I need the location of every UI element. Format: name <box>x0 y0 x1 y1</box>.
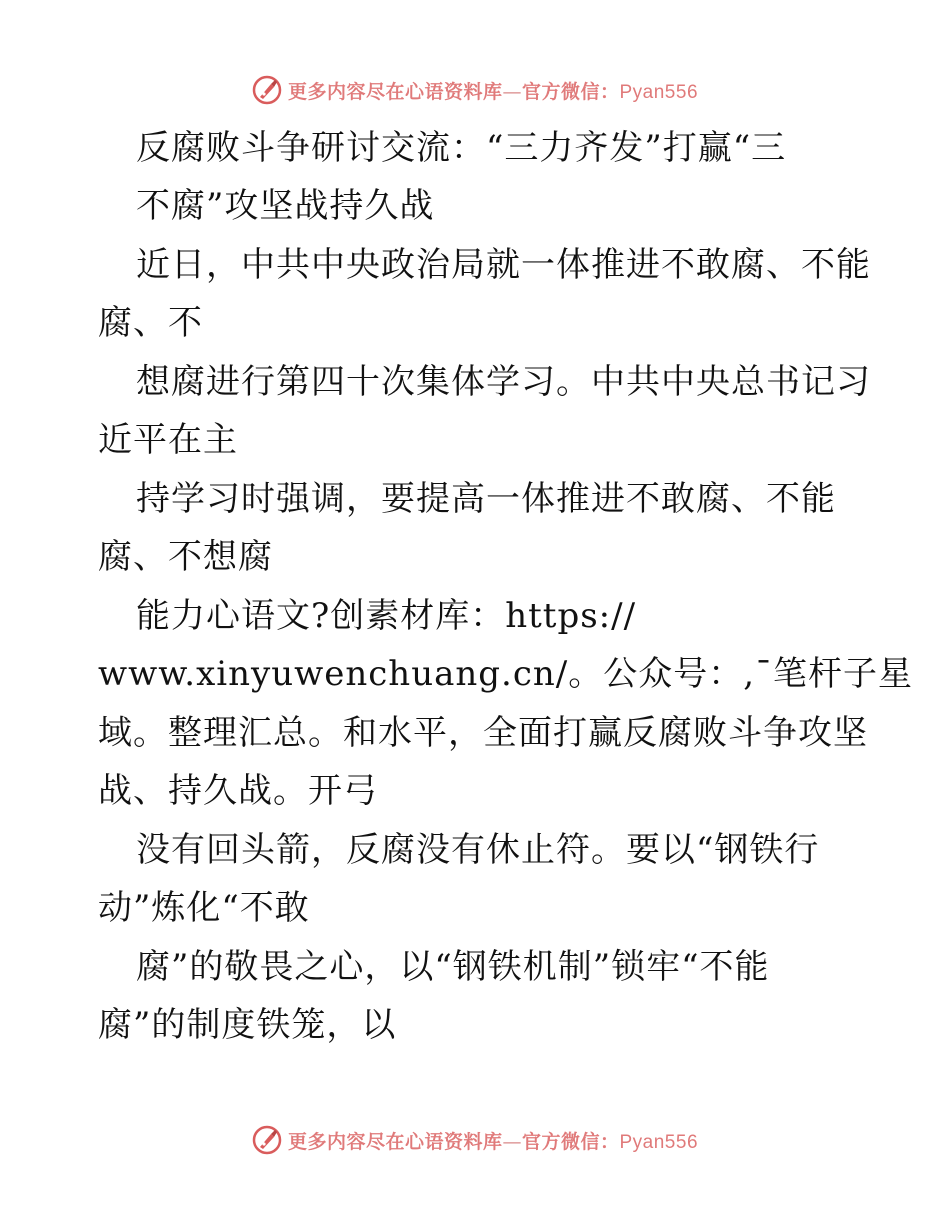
pen-nib-logo-icon <box>252 1125 282 1155</box>
paragraph-line: 没有回头箭，反腐没有休止符。要以“钢铁行 <box>136 830 820 870</box>
watermark-site: 更多内容尽在心语资料库 <box>287 80 503 103</box>
watermark-contact-label: 官方微信： <box>521 80 620 103</box>
paragraph-line: 腐、不 <box>98 303 203 343</box>
paragraph-line: 域。整理汇总。和水平，全面打赢反腐败斗争攻坚 <box>98 713 868 753</box>
header-watermark <box>0 72 950 108</box>
paragraph-line: 能力心语文?创素材库：https:// <box>136 596 637 636</box>
paragraph-line: 近日，中共中央政治局就一体推进不敢腐、不能 <box>136 245 871 285</box>
document-title-line: 不腐”攻坚战持久战 <box>136 186 435 226</box>
watermark-contact-id: Pyan556 <box>619 1131 699 1153</box>
paragraph-line: www.xinyuwenchuang.cn/。公众号：,¯笔杆子星 <box>98 654 914 694</box>
footer-watermark <box>0 1122 950 1158</box>
watermark-contact-label: 官方微信： <box>521 1130 620 1153</box>
watermark-text <box>288 77 698 104</box>
paragraph-line: 想腐进行第四十次集体学习。中共中央总书记习 <box>136 362 871 402</box>
paragraph-line: 腐、不想腐 <box>98 537 273 577</box>
watermark-separator: — <box>502 1130 522 1153</box>
paragraph-line: 持学习时强调，要提高一体推进不敢腐、不能 <box>136 479 836 519</box>
paragraph-line: 战、持久战。开弓 <box>98 771 378 811</box>
paragraph-line: 近平在主 <box>98 420 238 460</box>
document-title-line: 反腐败斗争研讨交流：“三力齐发”打赢“三 <box>136 128 787 168</box>
paragraph-line: 腐”的制度铁笼，以 <box>98 1005 397 1045</box>
watermark-contact-id: Pyan556 <box>619 81 699 103</box>
paragraph-line: 动”炼化“不敢 <box>98 888 310 928</box>
watermark-text <box>288 1127 698 1154</box>
watermark-separator: — <box>502 80 522 103</box>
watermark-site: 更多内容尽在心语资料库 <box>287 1130 503 1153</box>
pen-nib-logo-icon <box>252 75 282 105</box>
paragraph-line: 腐”的敬畏之心，以“钢铁机制”锁牢“不能 <box>136 947 770 987</box>
